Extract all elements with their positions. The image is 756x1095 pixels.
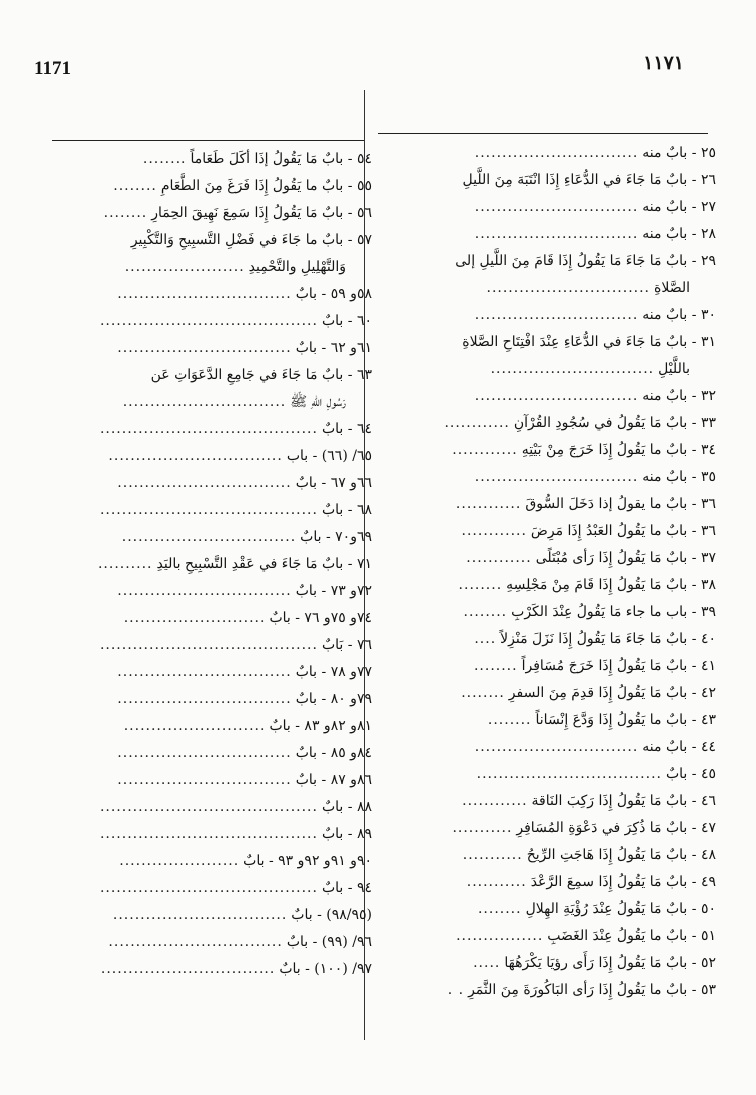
toc-entry-title: ٨٩ - بابٌ bbox=[321, 826, 372, 842]
toc-entry bbox=[416, 680, 716, 707]
toc-entry bbox=[86, 146, 372, 173]
toc-entry bbox=[86, 713, 372, 740]
toc-entry bbox=[86, 443, 372, 470]
toc-entry bbox=[416, 842, 716, 869]
toc-entry-leader: .............................. bbox=[486, 280, 651, 296]
toc-entry bbox=[86, 686, 372, 713]
toc-entry-leader: .............................. bbox=[474, 145, 639, 161]
toc-entry-title: ٤٨ - بابٌ مَا يَقُولُ إِذَا هَاجَتِ الرِّيحُ bbox=[526, 847, 716, 863]
toc-left-column bbox=[86, 146, 372, 983]
toc-entry-title: ٧٤و ٧٥و ٧٦ - بابٌ bbox=[269, 610, 372, 626]
toc-entry-leader: .......................... bbox=[123, 610, 266, 626]
toc-entry-leader: ........ bbox=[477, 901, 522, 917]
toc-entry-leader: .............................. bbox=[474, 199, 639, 215]
toc-entry-leader: ........................................ bbox=[99, 502, 318, 518]
toc-entry-title: ٧١ - بابٌ مَا جَاءَ في عَقْدِ التَّسْبِيحِ باليَدِ bbox=[156, 556, 372, 572]
toc-entry bbox=[86, 551, 372, 578]
toc-entry-title: رَسُولِ اللهِ ﷺ bbox=[290, 394, 346, 410]
toc-entry bbox=[416, 464, 716, 491]
toc-entry bbox=[86, 173, 372, 200]
toc-entry bbox=[416, 383, 716, 410]
header-rule-right bbox=[378, 133, 708, 134]
toc-entry bbox=[86, 605, 372, 632]
toc-entry-title: ٧٦ - بَابٌ bbox=[321, 637, 372, 653]
header-rule-left bbox=[52, 140, 364, 141]
toc-entry-title: ٣٦ - بابٌ ما يقولُ إذا دَخَلَ السُّوقَ bbox=[525, 496, 716, 512]
toc-entry bbox=[86, 929, 372, 956]
toc-entry-leader: ........................................ bbox=[99, 421, 318, 437]
toc-entry bbox=[86, 659, 372, 686]
toc-entry-title: ٩٠و ٩١و ٩٢و ٩٣ - بابٌ bbox=[243, 853, 372, 869]
toc-entry-leader: .............................. bbox=[122, 394, 287, 410]
toc-entry-title: ٨٤و ٨٥ - بابٌ bbox=[295, 745, 372, 761]
toc-entry-title: ٣٢ - بابٌ منه bbox=[642, 388, 716, 404]
toc-entry-title: ٧٩و ٨٠ - بابٌ bbox=[295, 691, 372, 707]
toc-entry bbox=[86, 308, 372, 335]
toc-entry bbox=[86, 848, 372, 875]
toc-entry bbox=[86, 416, 372, 443]
toc-entry bbox=[416, 815, 716, 842]
toc-entry bbox=[416, 329, 716, 356]
toc-entry bbox=[86, 254, 372, 281]
toc-entry-title: ٣٨ - بابٌ مَا يَقُولُ إِذَا قَامَ مِنْ مَجْلِسِهِ bbox=[506, 577, 716, 593]
toc-entry-title: ٣٦ - بابٌ ما يَقُولُ العَبْدُ إِذَا مَرِضَ bbox=[530, 523, 716, 539]
toc-entry bbox=[416, 626, 716, 653]
toc-entry-leader: .......... bbox=[97, 556, 153, 572]
toc-entry bbox=[416, 707, 716, 734]
toc-entry-leader: .............................. bbox=[474, 226, 639, 242]
toc-entry-leader: ........................................ bbox=[99, 880, 318, 896]
toc-entry-title: ٧٢و ٧٣ - بابٌ bbox=[295, 583, 372, 599]
toc-entry-title: ٤٤ - بابٌ منه bbox=[642, 739, 716, 755]
toc-entry bbox=[416, 545, 716, 572]
toc-entry-title: ٣١ - بابٌ مَا جَاءَ في الدُّعَاءِ عِنْدَ افْتِتَاحِ الصَّلاةِ bbox=[462, 334, 716, 350]
toc-entry bbox=[416, 248, 716, 275]
toc-entry-title: ٥٤ - بابٌ مَا يَقُولُ إذَا أكَلَ طَعَاماً bbox=[190, 151, 372, 167]
toc-entry-leader: ............ bbox=[466, 550, 532, 566]
toc-entry bbox=[416, 437, 716, 464]
toc-entry-leader: ............ bbox=[444, 415, 510, 431]
toc-entry bbox=[416, 923, 716, 950]
toc-entry-title: ٤١ - بابٌ مَا يَقُولُ إِذَا خَرَجَ مُسَافِراً bbox=[521, 658, 716, 674]
toc-entry-title: (٩٨/٩٥) - بابٌ bbox=[291, 907, 372, 923]
toc-entry-title: ٨١و ٨٢و ٨٣ - بابٌ bbox=[269, 718, 372, 734]
toc-entry bbox=[86, 767, 372, 794]
toc-entry-leader: ........ bbox=[458, 577, 503, 593]
toc-entry-leader: ................................ bbox=[108, 448, 283, 464]
toc-entry-title: ٦٠ - بابٌ bbox=[321, 313, 372, 329]
toc-entry-title: ٦٩و٧٠ - بابٌ bbox=[300, 529, 372, 545]
toc-entry bbox=[416, 167, 716, 194]
toc-entry bbox=[416, 788, 716, 815]
toc-entry-title: ٤٠ - بابٌ مَا جَاءَ مَا يَقُولُ إِذَا نَزَلَ مَنْزِلاً bbox=[500, 631, 716, 647]
toc-entry bbox=[416, 194, 716, 221]
toc-entry-leader: ...................... bbox=[124, 259, 245, 275]
toc-entry bbox=[86, 227, 372, 254]
toc-entry-title: ٦٤ - بابٌ bbox=[321, 421, 372, 437]
toc-entry-title: ٢٨ - بابٌ منه bbox=[642, 226, 716, 242]
toc-entry-leader: ................................ bbox=[117, 340, 292, 356]
toc-entry bbox=[416, 221, 716, 248]
toc-entry-leader: ............ bbox=[455, 496, 522, 512]
toc-entry-title: ٣٧ - بابٌ مَا يَقُولُ إِذَا رَأى مُبْتَلًى bbox=[535, 550, 716, 566]
toc-entry-title: ٦٣ - بابٌ مَا جَاءَ في جَامِعِ الدَّعَوَاتِ عَن bbox=[150, 367, 372, 383]
toc-entry-leader: ........................................ bbox=[99, 799, 318, 815]
toc-entry bbox=[416, 302, 716, 329]
toc-entry bbox=[416, 491, 716, 518]
toc-entry-leader: ........ bbox=[473, 658, 518, 674]
toc-entry-leader: ........................................ bbox=[99, 313, 318, 329]
toc-entry-leader: ........................................ bbox=[99, 637, 318, 653]
toc-entry-leader: ................................ bbox=[121, 529, 297, 545]
toc-entry-leader: ................................ bbox=[117, 745, 292, 761]
toc-entry-title: ٣٠ - بابٌ منه bbox=[642, 307, 716, 323]
toc-entry-leader: ........ bbox=[113, 178, 157, 194]
toc-entry-title: ٥٠ - بابٌ مَا يَقُولُ عِنْدَ رُؤْيَةِ الهِلالِ bbox=[525, 901, 716, 917]
toc-entry-leader: ........ bbox=[142, 151, 187, 167]
toc-entry bbox=[86, 956, 372, 983]
toc-entry-leader: ........... bbox=[452, 820, 513, 836]
toc-entry-leader: ................................ bbox=[117, 691, 292, 707]
toc-entry-leader: ................................ bbox=[108, 934, 283, 950]
toc-entry-leader: ............ bbox=[461, 523, 527, 539]
toc-entry-leader: .............................. bbox=[490, 361, 655, 377]
toc-entry-leader: .............................. bbox=[474, 307, 639, 323]
toc-entry bbox=[86, 821, 372, 848]
toc-entry bbox=[86, 362, 372, 389]
toc-entry-title: ٥١ - بابٌ ما يَقُولُ عِنْدَ الغَضَبِ bbox=[547, 928, 716, 944]
toc-entry bbox=[416, 734, 716, 761]
toc-entry-leader: ............ bbox=[462, 793, 528, 809]
toc-entry bbox=[86, 632, 372, 659]
toc-entry-leader: ........................................ bbox=[99, 826, 318, 842]
toc-entry-title: ٤٥ - بابٌ bbox=[665, 766, 716, 782]
toc-entry bbox=[86, 875, 372, 902]
toc-entry-title: ٨٦و ٨٧ - بابٌ bbox=[295, 772, 372, 788]
toc-entry-leader: ................................ bbox=[112, 907, 288, 923]
toc-entry-leader: ........ bbox=[103, 205, 148, 221]
toc-entry bbox=[86, 470, 372, 497]
toc-entry-title: ٣٣ - بابٌ مَا يَقُولُ في سُجُودِ القُرْآنِ bbox=[513, 415, 716, 431]
toc-entry bbox=[416, 977, 716, 1004]
toc-entry bbox=[86, 794, 372, 821]
toc-entry-title: الصَّلاةِ bbox=[654, 280, 690, 296]
toc-entry-title: ٩٤ - بابٌ bbox=[321, 880, 372, 896]
toc-entry-title: ٤٦ - بابٌ مَا يَقُولُ إِذَا رَكِبَ النَاقة bbox=[531, 793, 716, 809]
toc-entry-leader: ..... bbox=[473, 955, 501, 971]
toc-entry bbox=[416, 869, 716, 896]
toc-entry-title: ٥٨و ٥٩ - بابٌ bbox=[295, 286, 372, 302]
toc-entry-title: باللَّيْلِ bbox=[658, 361, 690, 377]
toc-entry bbox=[86, 281, 372, 308]
toc-entry-leader: ................................ bbox=[100, 961, 276, 977]
toc-entry-leader: .............................. bbox=[474, 469, 639, 485]
toc-entry-leader: ........ bbox=[461, 685, 505, 701]
toc-entry-title: وَالتَّهْلِيلِ والتَّحْمِيدِ bbox=[248, 259, 346, 275]
toc-entry-leader: ............ bbox=[452, 442, 518, 458]
toc-entry-title: ٥٧ - بابٌ ما جَاءَ في فَضْلِ التَّسبِيحِ وَالتَّكْبِيرِ bbox=[130, 232, 372, 248]
toc-entry-title: ٤٧ - بابٌ مَا ذُكِرَ في دَعْوَةِ المُسَافِرِ bbox=[516, 820, 716, 836]
toc-entry bbox=[86, 740, 372, 767]
toc-entry-leader: ...................... bbox=[119, 853, 240, 869]
toc-entry-title: ٩٦/ (٩٩) - بابٌ bbox=[286, 934, 372, 950]
toc-entry-title: ٦٦و ٦٧ - بابٌ bbox=[295, 475, 372, 491]
page-number-latin: 1171 bbox=[34, 58, 71, 79]
toc-entry-title: ٢٩ - بابٌ مَا جَاءَ مَا يَقُولُ إِذَا قَامَ مِنَ اللَّيلِ إلى bbox=[455, 253, 716, 269]
toc-entry bbox=[416, 140, 716, 167]
toc-entry-title: ٢٥ - بابٌ منه bbox=[642, 145, 716, 161]
toc-entry-title: ٦١و ٦٢ - بابٌ bbox=[295, 340, 372, 356]
toc-entry bbox=[416, 896, 716, 923]
toc-entry bbox=[86, 902, 372, 929]
toc-entry bbox=[86, 200, 372, 227]
toc-entry-title: ٣٤ - بابٌ ما يَقُولُ إِذَا خَرَجَ مِنْ بَيْتِهِ bbox=[521, 442, 716, 458]
toc-entry bbox=[416, 275, 716, 302]
toc-entry-leader: . . bbox=[447, 982, 465, 998]
toc-entry-title: ٧٧و ٧٨ - بابٌ bbox=[295, 664, 372, 680]
toc-entry-leader: .............................. bbox=[474, 388, 639, 404]
toc-entry bbox=[416, 410, 716, 437]
toc-entry-title: ٥٣ - بابٌ ما يَقُولُ إِذَا رَأى البَاكُورَةَ مِنَ الثَّمَرِ bbox=[468, 982, 716, 998]
toc-entry-leader: ........... bbox=[462, 847, 523, 863]
toc-entry bbox=[416, 653, 716, 680]
toc-entry-title: ٨٨ - بابٌ bbox=[321, 799, 372, 815]
toc-entry-title: ٥٢ - بابٌ مَا يَقُولُ إِذَا رَأَى رؤيَا يَكْرَهُهَا bbox=[504, 955, 716, 971]
toc-entry-leader: ................ bbox=[456, 928, 544, 944]
toc-entry-title: ٥٦ - بابٌ مَا يَقُولُ إِذَا سَمِعَ نَهِيقَ الحِمَارِ bbox=[151, 205, 372, 221]
toc-entry bbox=[86, 497, 372, 524]
toc-entry bbox=[416, 572, 716, 599]
toc-entry bbox=[416, 761, 716, 788]
toc-entry-leader: ................................ bbox=[117, 286, 292, 302]
toc-entry-leader: ................................ bbox=[117, 772, 292, 788]
toc-entry bbox=[416, 356, 716, 383]
toc-entry-title: ٣٥ - بابٌ منه bbox=[642, 469, 716, 485]
toc-entry bbox=[416, 599, 716, 626]
toc-entry-title: ٩٧/ (١٠٠) - بابٌ bbox=[279, 961, 372, 977]
toc-entry-leader: ................................ bbox=[117, 475, 292, 491]
toc-entry-leader: ................................ bbox=[117, 664, 292, 680]
toc-entry-leader: .............................. bbox=[474, 739, 639, 755]
toc-entry-title: ٤٩ - بابٌ مَا يَقُولُ إِذَا سمِعَ الرَّعْدَ bbox=[530, 874, 716, 890]
toc-entry bbox=[86, 335, 372, 362]
toc-right-column bbox=[416, 140, 716, 1004]
toc-entry-title: ٦٨ - بابٌ bbox=[321, 502, 372, 518]
toc-entry-leader: ........ bbox=[487, 712, 532, 728]
toc-entry-title: ٤٢ - بابٌ مَا يَقُولُ إِذَا قدِمَ مِنَ السفرِ bbox=[508, 685, 716, 701]
toc-entry-title: ٥٥ - بابٌ ما يَقُولُ إِذَا فَرَغَ مِنَ الطَّعَامِ bbox=[160, 178, 372, 194]
toc-entry-leader: .................................. bbox=[476, 766, 662, 782]
toc-entry bbox=[86, 389, 372, 416]
toc-entry-leader: ................................ bbox=[117, 583, 292, 599]
toc-entry bbox=[416, 950, 716, 977]
toc-entry-title: ٣٩ - باب ما جاء مَا يَقُولُ عِنْدَ الكَرْبِ bbox=[511, 604, 716, 620]
toc-entry-leader: ........... bbox=[466, 874, 527, 890]
toc-entry bbox=[86, 578, 372, 605]
toc-entry-title: ٦٥/ (٦٦) - باب bbox=[286, 448, 372, 464]
toc-entry-leader: .......................... bbox=[123, 718, 266, 734]
toc-entry-title: ٢٦ - بابٌ مَا جَاءَ في الدُّعَاءِ إِذَا انْتَبَهَ مِنَ اللَّيلِ bbox=[462, 172, 716, 188]
toc-entry-title: ٢٧ - بابٌ منه bbox=[642, 199, 716, 215]
toc-entry bbox=[416, 518, 716, 545]
toc-entry-title: ٤٣ - بابٌ ما يَقُولُ إِذَا وَدَّعَ إِنْسَاناً bbox=[535, 712, 716, 728]
toc-entry bbox=[86, 524, 372, 551]
page-number-arabic: ١١٧١ bbox=[643, 52, 684, 74]
toc-entry-leader: .... bbox=[474, 631, 497, 647]
toc-entry-leader: ........ bbox=[463, 604, 508, 620]
